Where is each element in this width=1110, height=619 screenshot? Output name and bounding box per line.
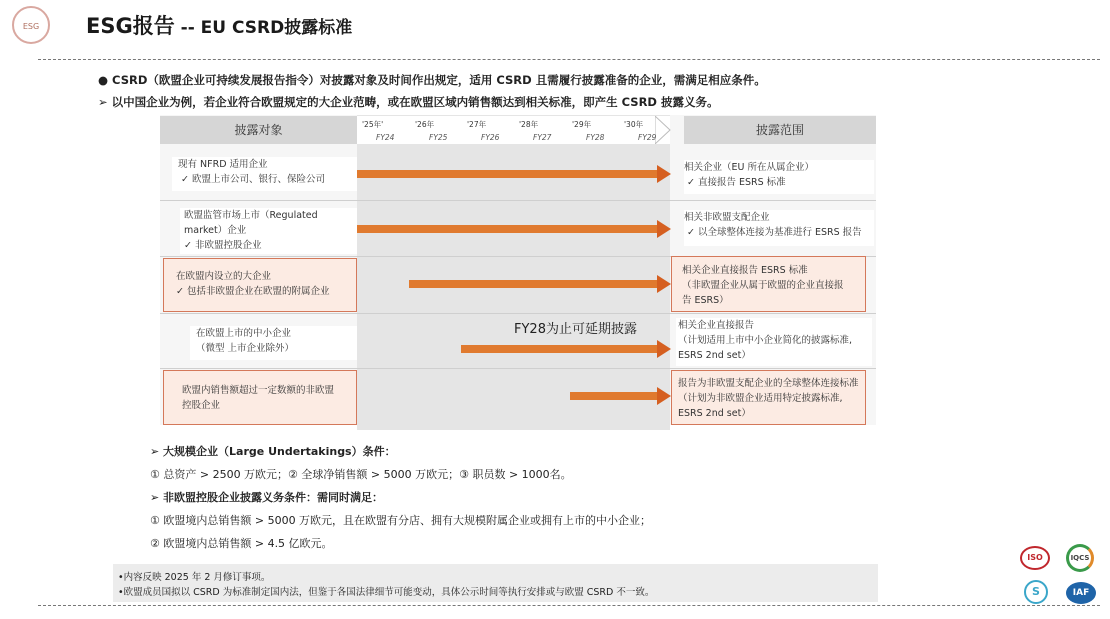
iqcs-badge-icon: IQCS <box>1066 544 1094 572</box>
cnas-badge-icon: S <box>1024 580 1048 604</box>
condition-text: ② 欧盟境内总销售额 > 4.5 亿欧元。 <box>150 537 333 550</box>
scope-cell-regulated-market: 相关非欧盟支配企业 ✓ 以全球整体连接为基准进行 ESRS 报告 <box>684 210 874 246</box>
header-chevron-icon <box>655 116 685 144</box>
company-logo: ESG <box>12 6 50 44</box>
year-label: '26年 <box>415 120 435 129</box>
timeline-band <box>357 115 670 430</box>
row-divider <box>160 368 876 369</box>
fy-label: FY27 <box>533 133 552 142</box>
condition-heading: ➢ 非欧盟控股企业披露义务条件：需同时满足： <box>150 491 384 504</box>
page-title: ESG报告 -- EU CSRD披露标准 <box>86 14 353 38</box>
top-divider <box>38 59 1100 60</box>
timeline-arrow <box>357 224 671 234</box>
timeline-arrow <box>570 391 671 401</box>
condition-heading: ➢ 大规模企业（Large Undertakings）条件： <box>150 445 396 458</box>
row-divider <box>160 200 876 201</box>
iaf-badge-icon: IAF <box>1066 582 1096 604</box>
year-label: '27年 <box>467 120 487 129</box>
intro-bullet: ➢ 以中国企业为例，若企业符合欧盟规定的大企业范畴，或在欧盟区域内销售额达到相关标准，即产生 CSRD 披露义务。 <box>98 95 719 109</box>
scope-cell-non-eu-holding: 报告为非欧盟支配企业的全球整体连接标准 （计划为非欧盟企业适用特定披露标准, ESRS 2nd set） <box>671 370 866 425</box>
iso-badge-icon: ISO <box>1020 546 1050 570</box>
fy-label: FY29 <box>638 133 657 142</box>
target-cell-listed-sme: 在欧盟上市的中小企业 （微型 上市企业除外） <box>190 326 357 360</box>
header-disclosure-scope: 披露范围 <box>684 116 876 144</box>
target-cell-nfrd: 现有 NFRD 适用企业 ✓ 欧盟上市公司、银行、保险公司 <box>172 157 357 191</box>
row-divider <box>160 313 876 314</box>
target-cell-large-enterprise: 在欧盟内设立的大企业 ✓ 包括非欧盟企业在欧盟的附属企业 <box>163 258 357 312</box>
fy-label: FY24 <box>376 133 395 142</box>
timeline-arrow <box>409 279 671 289</box>
timeline-arrow <box>357 169 671 179</box>
condition-text: ① 欧盟境内总销售额 > 5000 万欧元，且在欧盟有分店、拥有大规模附属企业或拥有上市的中小企业； <box>150 514 652 527</box>
year-label: '29年 <box>572 120 592 129</box>
fy-label: FY28 <box>586 133 605 142</box>
year-label: '25年' <box>362 120 384 129</box>
target-cell-non-eu-holding: 欧盟内销售额超过一定数额的非欧盟 控股企业 <box>163 370 357 425</box>
footer-note: •内容反映 2025 年 2 月修订事项。 <box>118 572 271 583</box>
scope-cell-nfrd: 相关企业（EU 所在从属企业） ✓ 直接报告 ESRS 标准 <box>684 160 874 194</box>
target-cell-regulated-market: 欧盟监管市场上市（Regulated market）企业 ✓ 非欧盟控股企业 <box>180 208 357 254</box>
fy-label: FY26 <box>481 133 500 142</box>
fy-label: FY25 <box>429 133 448 142</box>
scope-cell-listed-sme: 相关企业直接报告 （计划适用上市中小企业简化的披露标准, ESRS 2nd set） <box>676 318 872 366</box>
year-label: '30年 <box>624 120 644 129</box>
scope-cell-large-enterprise: 相关企业直接报告 ESRS 标准 （非欧盟企业从属于欧盟的企业直接报 告 ESRS） <box>671 256 866 312</box>
intro-bullet: ● CSRD（欧盟企业可持续发展报告指令）对披露对象及时间作出规定，适用 CSRD 且需履行披露准备的企业，需满足相应条件。 <box>98 73 766 87</box>
year-label: '28年 <box>519 120 539 129</box>
header-disclosure-target: 披露对象 <box>160 116 357 144</box>
bottom-divider <box>38 605 1100 606</box>
footer-note: •欧盟成员国拟以 CSRD 为标准制定国内法，但鉴于各国法律细节可能变动，具体公示时间等执行安排或与欧盟 CSRD 不一致。 <box>118 587 655 598</box>
condition-text: ① 总资产 > 2500 万欧元；② 全球净销售额 > 5000 万欧元；③ 职员数 > 1000名。 <box>150 468 572 481</box>
timeline-arrow <box>461 344 671 354</box>
extension-note: FY28为止可延期披露 <box>514 322 637 337</box>
